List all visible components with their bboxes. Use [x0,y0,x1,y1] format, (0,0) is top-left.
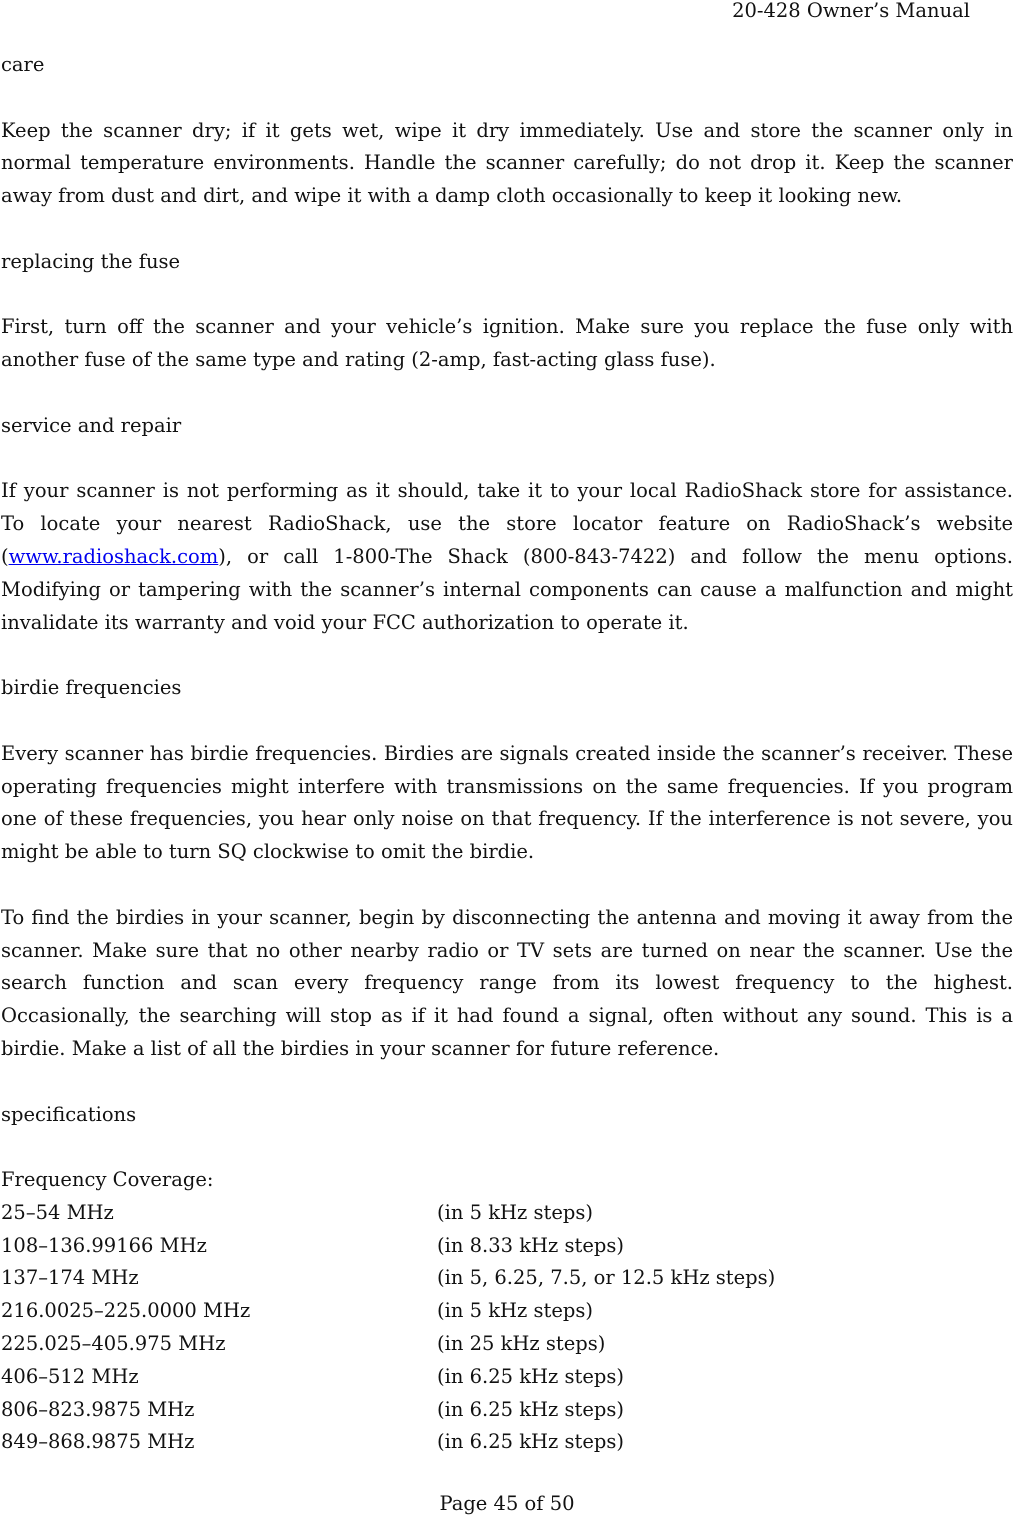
spec-range: 225.025–405.975 MHz [1,1332,226,1356]
spec-range: 216.0025–225.0000 MHz [1,1299,251,1323]
spec-range: 806–823.9875 MHz [1,1397,195,1421]
section-heading-fuse: replacing the fuse [1,249,181,273]
spec-row [1,1426,1013,1459]
spec-row [1,1361,1013,1394]
manual-title: 20-428 Owner’s Manual [732,0,970,22]
spec-row [1,1262,1013,1295]
fuse-paragraph: First, turn off the scanner and your vehicle’s ignition. Make sure you replace the fuse only with another fuse of the same type and rating (2-amp, fast-acting glass fuse). [1,315,1013,372]
spec-range: 25–54 MHz [1,1200,114,1224]
radioshack-website-link[interactable]: www.radioshack.com [8,544,219,568]
spec-range: 406–512 MHz [1,1364,139,1388]
section-heading-service: service and repair [1,413,182,437]
spec-row [1,1197,1013,1230]
spec-range: 108–136.99166 MHz [1,1233,207,1257]
service-paragraph [1,475,1013,639]
frequency-coverage-label: Frequency Coverage: [1,1168,214,1192]
birdie-paragraph-2: To find the birdies in your scanner, begin by disconnecting the antenna and moving it away from the scanner. Make sure that no other nearby radio or TV sets are turned on near the scanner. Use the search function and scan every frequency range from its lowest frequency to the highest. Occasionally, the searching will stop as if it had found a signal, often without any sound. This is a birdie. Make a list of all the birdies in your scanner for future reference. [1,905,1013,1060]
service-text-after-link: ), or call 1-800-The Shack (800-843-7422) and follow the menu options. Modifying or tampering with the scanner’s internal components can cause a malfunction and might invalidate its warranty and void your FCC authorization to operate it. [1,544,1013,634]
spec-step: (in 6.25 kHz steps) [437,1430,624,1454]
page-number: Page 45 of 50 [439,1492,575,1515]
spec-step: (in 5 kHz steps) [437,1299,593,1323]
spec-row [1,1328,1013,1361]
spec-step: (in 25 kHz steps) [437,1332,606,1356]
section-heading-birdie: birdie frequencies [1,676,182,700]
spec-step: (in 5 kHz steps) [437,1200,593,1224]
section-heading-care: care [1,53,45,76]
spec-range: 849–868.9875 MHz [1,1430,195,1454]
section-heading-specifications: specifications [1,1102,137,1126]
care-paragraph: Keep the scanner dry; if it gets wet, wipe it dry immediately. Use and store the scanner only in normal temperature environments. Handle the scanner carefully; do not drop it. Keep the scanner away from dust and dirt, and wipe it with a damp cloth occasionally to keep it looking new. [1,118,1013,208]
birdie-paragraph-1: Every scanner has birdie frequencies. Birdies are signals created inside the scanner’s receiver. These operating frequencies might interfere with transmissions on the same frequencies. If you program one of these frequencies, you hear only noise on that frequency. If the interference is not severe, you might be able to turn SQ clockwise to omit the birdie. [1,741,1013,864]
page-content [1,49,1013,1459]
spec-row [1,1295,1013,1328]
spec-row [1,1230,1013,1263]
spec-step: (in 5, 6.25, 7.5, or 12.5 kHz steps) [437,1266,776,1290]
frequency-coverage-table [1,1197,1013,1459]
spec-step: (in 6.25 kHz steps) [437,1397,624,1421]
service-text-before-link: If your scanner is not performing as it should, take it to your local RadioShack store for assistance. To locate your nearest RadioShack, use the store locator feature on RadioShack’s website ( [1,479,1013,568]
spec-range: 137–174 MHz [1,1266,139,1290]
spec-step: (in 6.25 kHz steps) [437,1364,624,1388]
spec-row [1,1394,1013,1427]
spec-step: (in 8.33 kHz steps) [437,1233,624,1257]
